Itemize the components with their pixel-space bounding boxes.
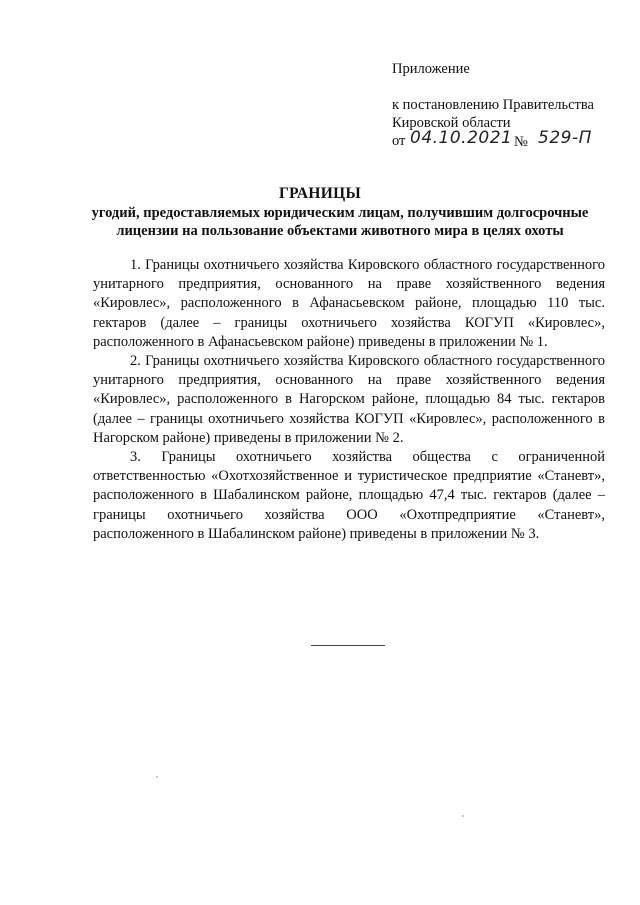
handwritten-date: 04.10.2021 xyxy=(410,128,513,148)
paragraph-3: 3. Границы охотничьего хозяйства общества с ограниченной ответственностью «Охотхозяйственное и туристическое предприятие «Станевт», расположенного в Шабалинском районе, площадью 47,4 тыс. гектаров (далее – границы охотничьего хозяйства ООО «Охотпредприятие «Станевт», расположенного в Шабалинском районе) приведены в приложении № 3. xyxy=(93,449,605,542)
number-sign: № xyxy=(514,134,528,150)
date-prefix: от xyxy=(392,133,406,149)
document-body xyxy=(93,256,605,544)
paragraph-2: 2. Границы охотничьего хозяйства Кировского областного государственного унитарного предприятия, основанного на праве хозяйственного ведения «Кировлес», расположенного в Нагорском районе, площадью 84 тыс. гектаров (далее – границы охотничьего хозяйства КОГУП «Кировлес», расположенного в Нагорском районе) приведены в приложении № 2. xyxy=(93,353,605,446)
handwritten-number: 529-П xyxy=(538,128,592,148)
approval-block xyxy=(392,60,594,154)
region-name: Кировской области xyxy=(392,115,511,131)
closing-rule xyxy=(311,645,385,646)
scan-speck xyxy=(156,776,158,778)
document-title: ГРАНИЦЫ xyxy=(278,185,362,202)
date-number-line xyxy=(392,128,594,154)
appendix-label: Приложение xyxy=(392,61,470,77)
document-subtitle: угодий, предоставляемых юридическим лицам, получившим долгосрочные лицензии на пользование объектами животного мира в целях охоты xyxy=(91,205,589,239)
paragraph-1: 1. Границы охотничьего хозяйства Кировского областного государственного унитарного предприятия, основанного на праве хозяйственного ведения «Кировлес», расположенного в Афанасьевском районе, площадью 110 тыс. гектаров (далее – границы охотничьего хозяйства КОГУП «Кировлес», расположенного в Афанасьевском районе) приведены в приложении № 1. xyxy=(93,257,605,350)
scan-speck xyxy=(462,815,464,817)
resolution-reference: к постановлению Правительства xyxy=(392,97,594,113)
